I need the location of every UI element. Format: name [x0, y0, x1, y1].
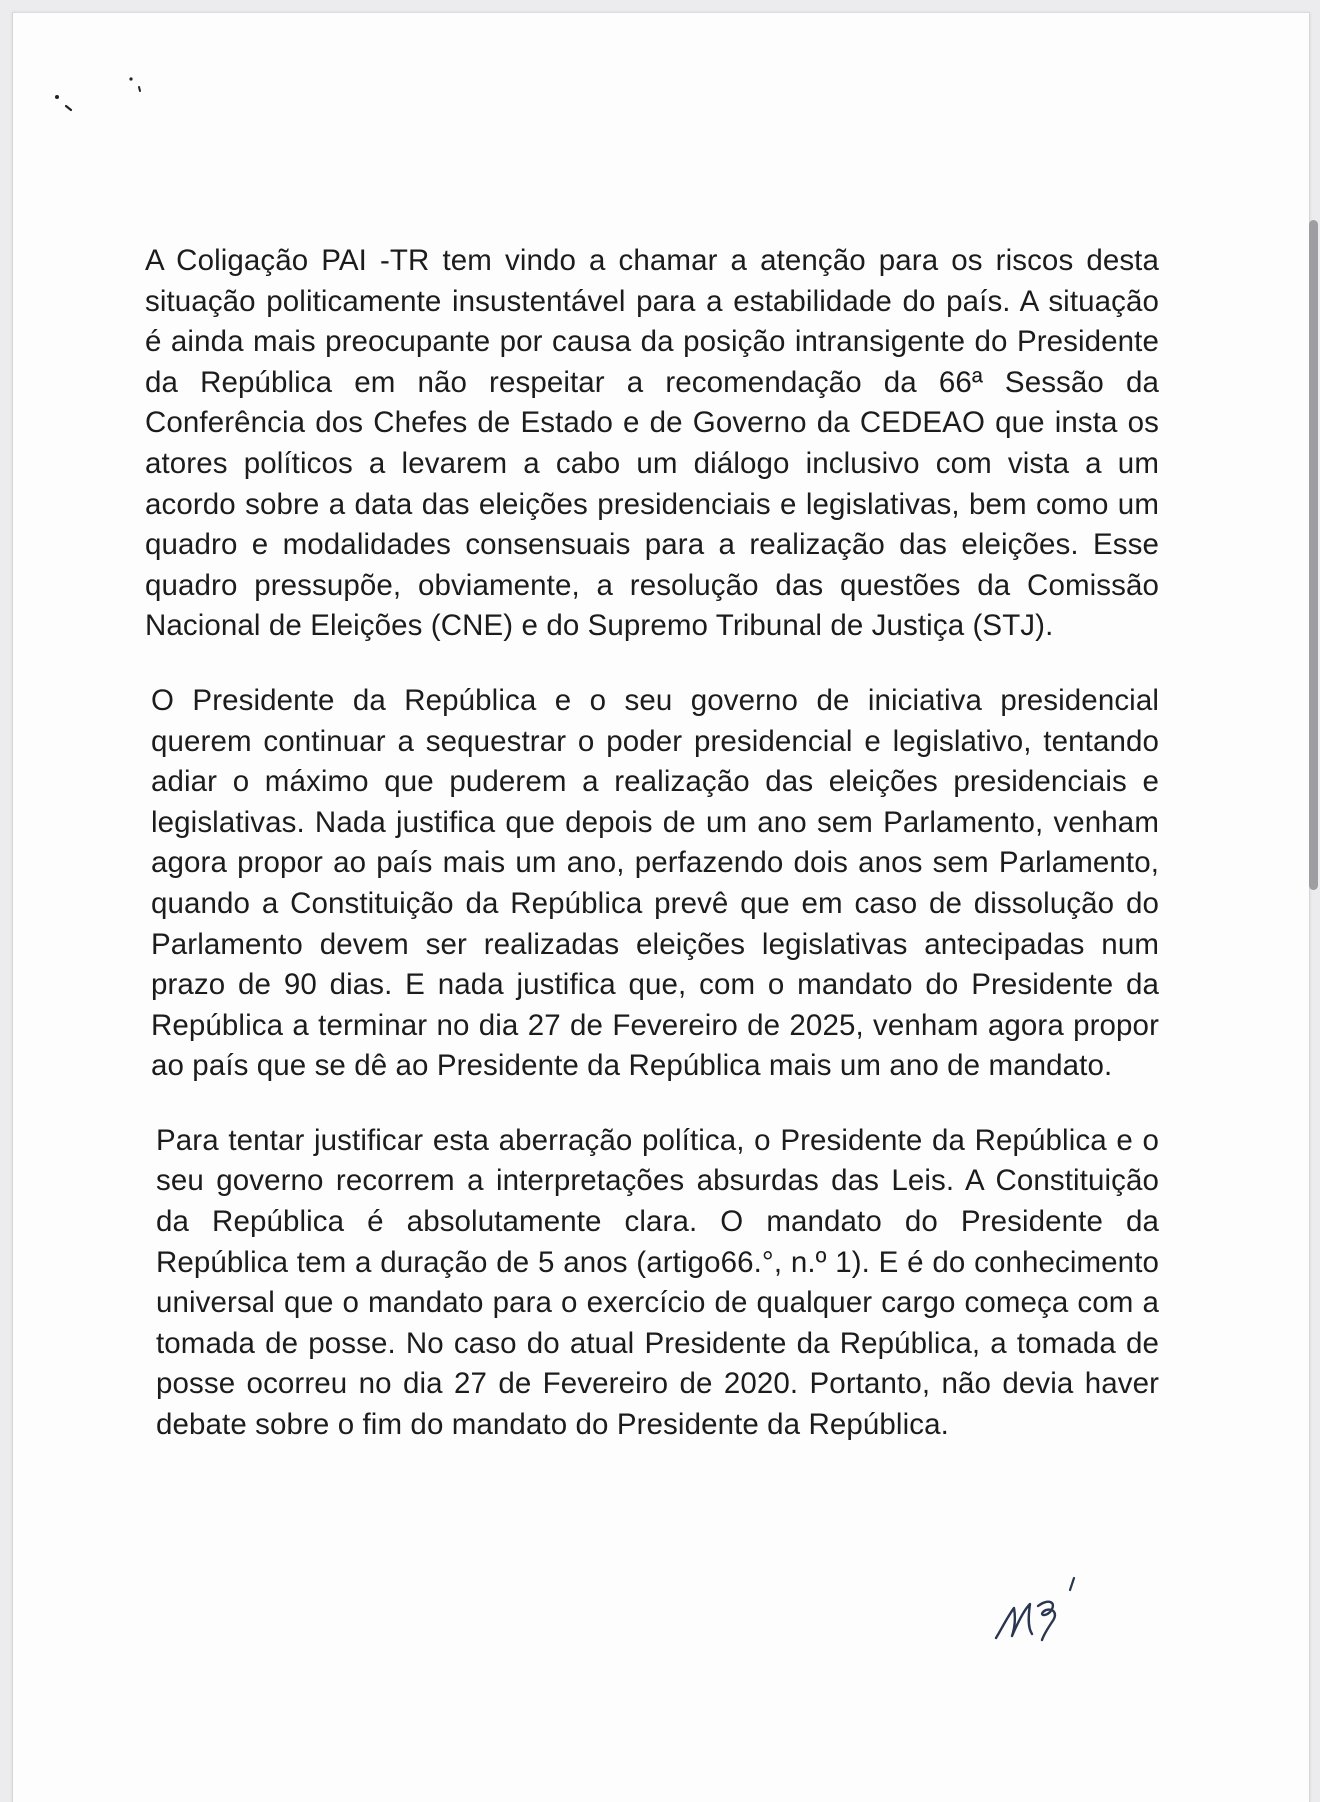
scan-specks [13, 13, 213, 133]
paragraph-1: A Coligação PAI -TR tem vindo a chamar a atenção para os riscos desta situação politicamente insustentável para a estabilidade do país. A situação é ainda mais preocupante por causa da posição intransigente do Presidente da República em não respeitar a recomendação da 66ª Sessão da Conferência dos Chefes de Estado e de Governo da CEDEAO que insta os atores políticos a levarem a cabo um diálogo inclusivo com vista a um acordo sobre a data das eleições presidenciais e legislativas, bem como um quadro e modalidades consensuais para a realização das eleições. Esse quadro pressupõe, obviamente, a resolução das questões da Comissão Nacional de Eleições (CNE) e do Supremo Tribunal de Justiça (STJ). [145, 244, 1159, 643]
document-page [12, 12, 1310, 1802]
signature-icon [988, 1568, 1108, 1648]
paragraph-2: O Presidente da República e o seu governo de iniciativa presidencial querem continuar a sequestrar o poder presidencial e legislativo, tentando adiar o máximo que puderem a realização das eleições presidenciais e legislativas. Nada justifica que depois de um ano sem Parlamento, venham agora propor ao país mais um ano, perfazendo dois anos sem Parlamento, quando a Constituição da República prevê que em caso de dissolução do Parlamento devem ser realizadas eleições legislativas antecipadas num prazo de 90 dias. E nada justifica que, com o mandato do Presidente da República a terminar no dia 27 de Fevereiro de 2025, venham agora propor ao país que se dê ao Presidente da República mais um ano de mandato. [151, 683, 1159, 1083]
page-bottom-marks [913, 1793, 1063, 1802]
paragraph-3: Para tentar justificar esta aberração política, o Presidente da República e o seu governo recorrem a interpretações absurdas das Leis. A Constituição da República é absolutamente clara. O mandato do Presidente da República tem a duração de 5 anos (artigo66.°, n.º 1). E é do conhecimento universal que o mandato para o exercício de qualquer cargo começa com a tomada de posse. No caso do atual Presidente da República, a tomada de posse ocorreu no dia 27 de Fevereiro de 2020. Portanto, não devia haver debate sobre o fim do mandato do Presidente da República. [156, 1123, 1159, 1442]
vertical-scrollbar[interactable] [1309, 220, 1318, 890]
letter-body [145, 241, 1159, 1480]
